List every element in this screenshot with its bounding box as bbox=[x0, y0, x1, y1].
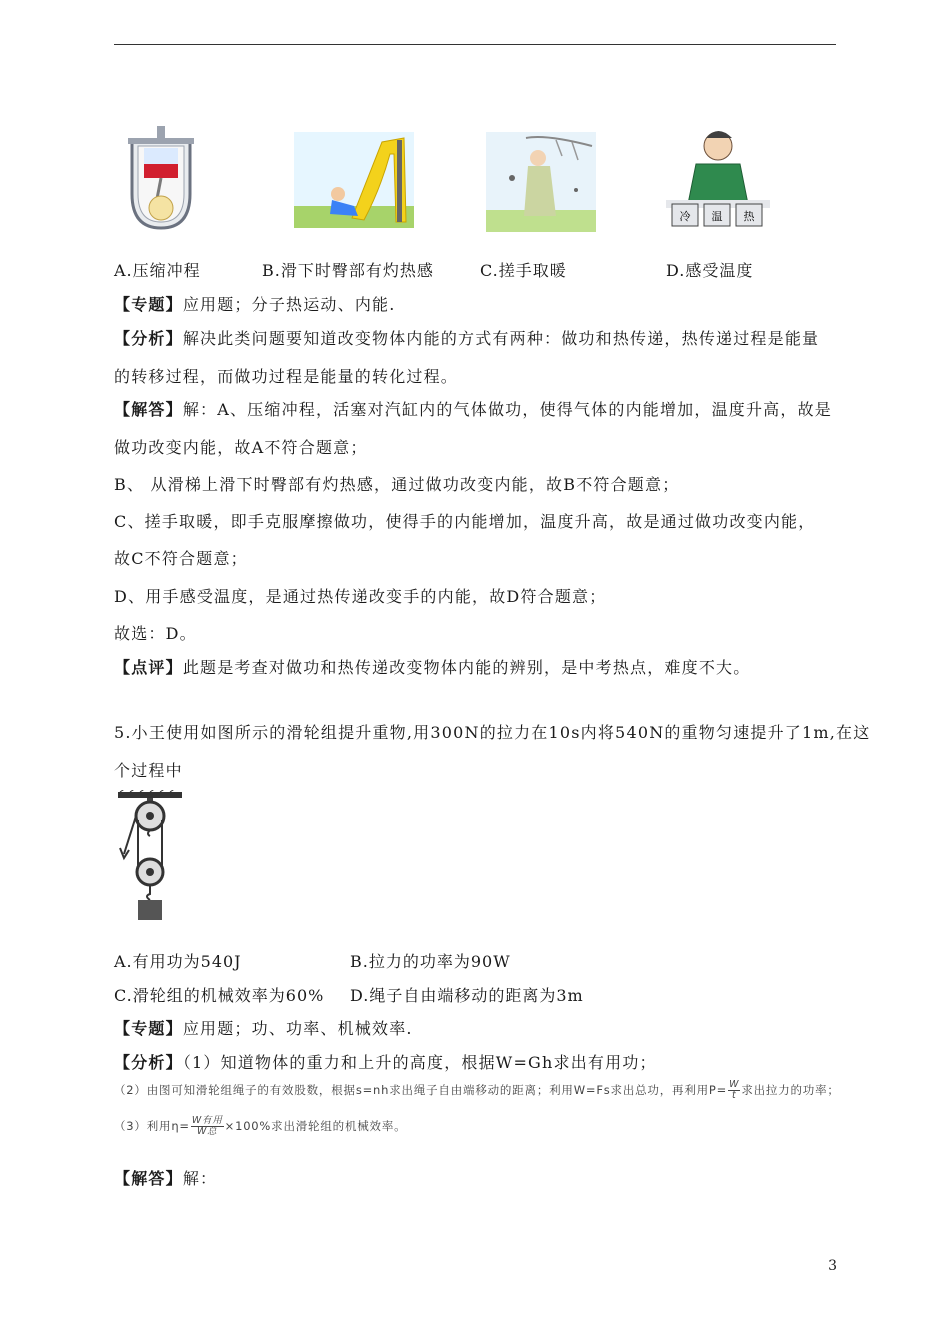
rub-hands-illustration bbox=[486, 132, 596, 232]
q4-analysis-tag: 【分析】 bbox=[114, 329, 183, 348]
q4-option-a: A.压缩冲程 bbox=[114, 261, 201, 280]
power-fraction-den: t bbox=[731, 1090, 737, 1101]
q5-analysis3-text-b: ×100%求出滑轮组的机械效率。 bbox=[224, 1119, 407, 1133]
q5-analysis-line-2 bbox=[114, 1080, 840, 1101]
efficiency-fraction bbox=[191, 1116, 224, 1137]
bucket-label-warm: 温 bbox=[711, 210, 723, 223]
q4-topic-tag: 【专题】 bbox=[114, 295, 183, 314]
efficiency-fraction-den: W总 bbox=[196, 1126, 218, 1137]
q5-analysis2-text-a: （2）由图可知滑轮组绳子的有效股数，根据s=nh求出绳子自由端移动的距离；利用W=Fs求出总功，再利用P= bbox=[114, 1083, 728, 1097]
pulley-system-illustration bbox=[116, 790, 184, 922]
q5-option-a: A.有用功为540J bbox=[114, 952, 242, 971]
q5-answer bbox=[114, 1166, 217, 1189]
q5-answer-text: 解： bbox=[182, 1169, 218, 1188]
q5-analysis-text-1: （1）知道物体的重力和上升的高度，根据W=Gh求出有用功； bbox=[182, 1053, 657, 1072]
bucket-label-cold: 冷 bbox=[679, 210, 691, 223]
q5-analysis-line-1 bbox=[114, 1050, 657, 1073]
q5-topic bbox=[114, 1016, 413, 1039]
q4-analysis-line-1 bbox=[114, 326, 819, 349]
bucket-label-hot: 热 bbox=[743, 210, 755, 223]
power-fraction-num: W bbox=[729, 1079, 740, 1090]
q5-answer-tag: 【解答】 bbox=[114, 1169, 183, 1188]
q5-option-c: C.滑轮组的机械效率为60% bbox=[114, 986, 325, 1005]
q5-topic-tag: 【专题】 bbox=[114, 1019, 183, 1038]
q4-topic bbox=[114, 292, 396, 315]
q5-stem-line-1: 5.小王使用如图所示的滑轮组提升重物,用300N的拉力在10s内将540N的重物匀速提升了1m,在这 bbox=[114, 723, 871, 742]
q5-analysis2-text-b: 求出拉力的功率； bbox=[741, 1083, 840, 1097]
q4-answer-line-6: D、用手感受温度，是通过热传递改变手的内能，故D符合题意； bbox=[114, 587, 607, 606]
q5-analysis3-text-a: （3）利用η= bbox=[114, 1119, 190, 1133]
power-fraction bbox=[728, 1080, 740, 1101]
q4-analysis-text-1: 解决此类问题要知道改变物体内能的方式有两种：做功和热传递，热传递过程是能量 bbox=[182, 329, 820, 348]
q5-analysis-line-3 bbox=[114, 1116, 406, 1137]
q4-answer-line-3: B、 从滑梯上滑下时臀部有灼热感，通过做功改变内能，故B不符合题意； bbox=[114, 475, 680, 494]
q4-answer-tag: 【解答】 bbox=[114, 400, 183, 419]
q4-answer-line-5: 故C不符合题意； bbox=[114, 549, 248, 568]
q4-comment-tag: 【点评】 bbox=[114, 658, 183, 677]
slide-illustration bbox=[294, 132, 414, 228]
q5-topic-text: 应用题；功、功率、机械效率. bbox=[182, 1019, 413, 1038]
q5-analysis-tag: 【分析】 bbox=[114, 1053, 183, 1072]
compression-stroke-illustration bbox=[124, 124, 198, 232]
header-rule bbox=[114, 44, 836, 45]
q5-option-d: D.绳子自由端移动的距离为3m bbox=[350, 986, 584, 1005]
feel-temperature-illustration bbox=[662, 124, 774, 230]
q4-topic-text: 应用题；分子热运动、内能. bbox=[182, 295, 396, 314]
q4-comment-text: 此题是考查对做功和热传递改变物体内能的辨别，是中考热点，难度不大。 bbox=[182, 658, 751, 677]
q4-comment bbox=[114, 655, 750, 678]
q5-option-b: B.拉力的功率为90W bbox=[350, 952, 511, 971]
q5-stem-line-2: 个过程中 bbox=[114, 761, 183, 780]
q4-analysis-line-2: 的转移过程，而做功过程是能量的转化过程。 bbox=[114, 367, 459, 386]
q4-answer-line-4: C、搓手取暖，即手克服摩擦做功，使得手的内能增加，温度升高，故是通过做功改变内能， bbox=[114, 512, 816, 531]
efficiency-fraction-num: W有用 bbox=[191, 1115, 223, 1126]
q4-option-b: B.滑下时臀部有灼热感 bbox=[262, 261, 434, 280]
q4-answer-line-1 bbox=[114, 397, 832, 420]
q4-answer-line-7: 故选：D。 bbox=[114, 624, 197, 643]
q4-option-c: C.搓手取暖 bbox=[480, 261, 567, 280]
q4-answer-text-1: 解：A、压缩冲程，活塞对汽缸内的气体做功，使得气体的内能增加，温度升高，故是 bbox=[182, 400, 832, 419]
q4-answer-line-2: 做功改变内能，故A不符合题意； bbox=[114, 438, 368, 457]
page-number: 3 bbox=[828, 1258, 837, 1274]
q4-option-d: D.感受温度 bbox=[666, 261, 754, 280]
